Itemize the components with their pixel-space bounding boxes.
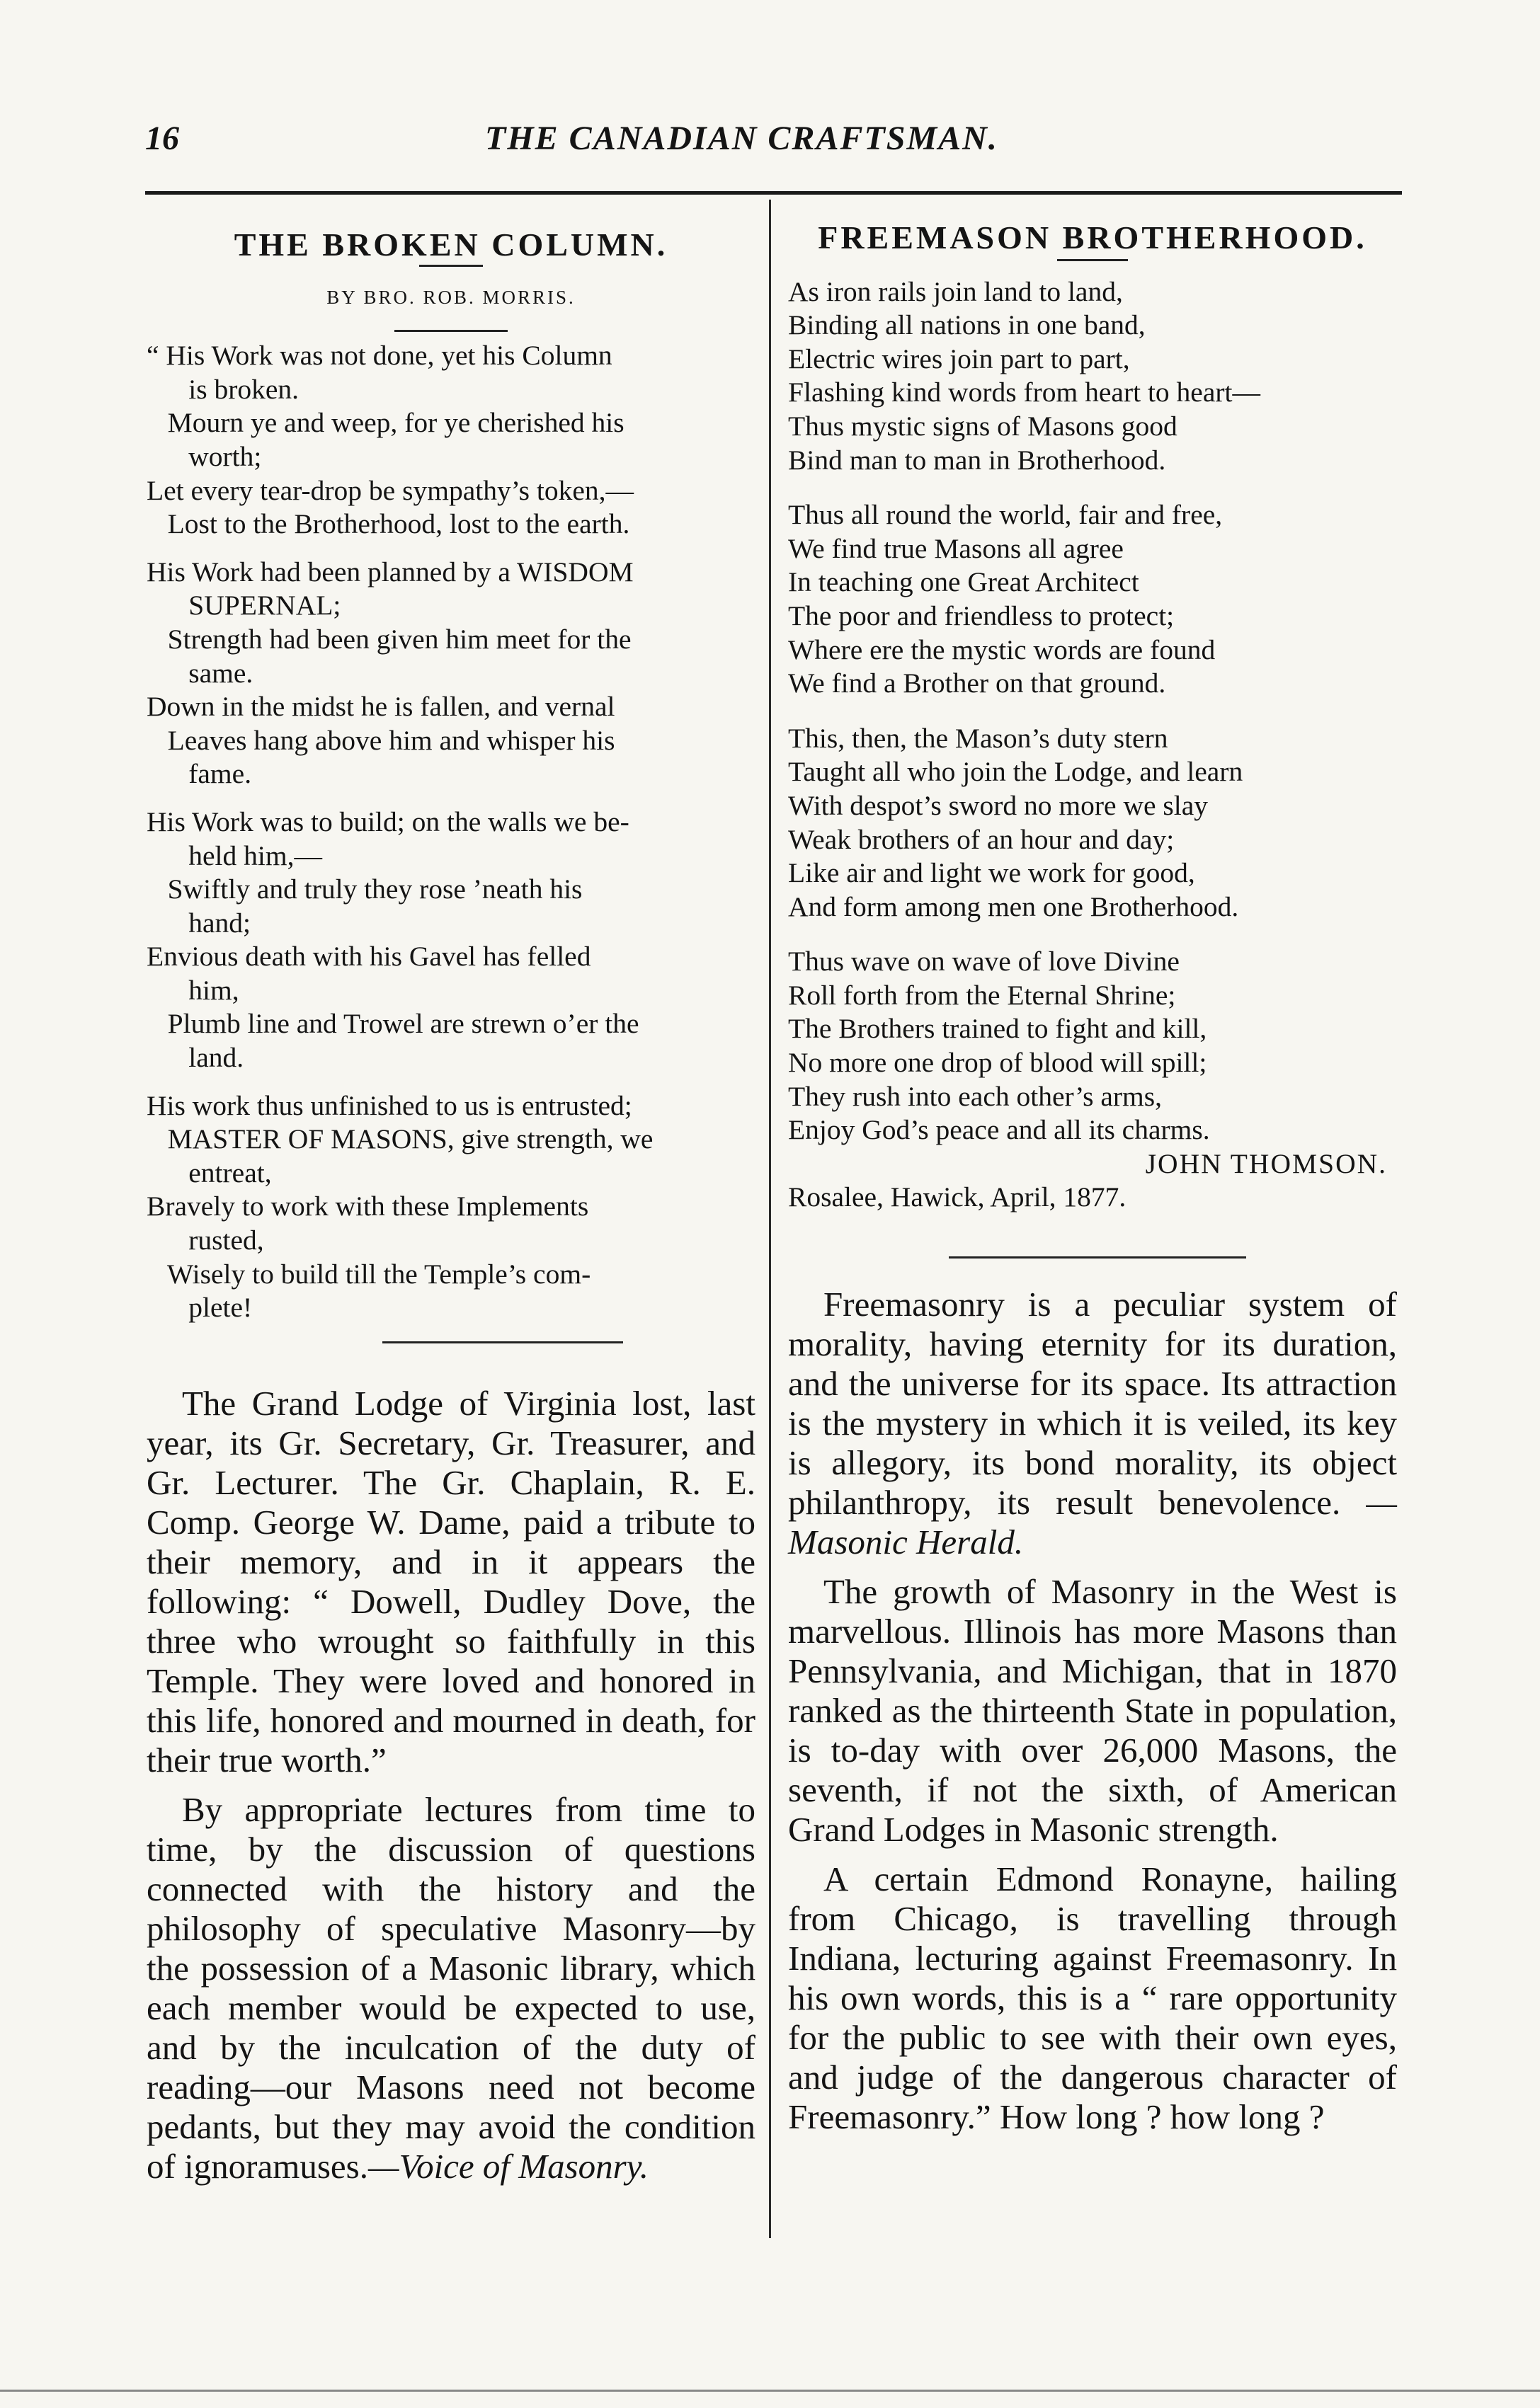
poem-line: They rush into each other’s arms, [788, 1080, 1162, 1112]
poem-signature: JOHN THOMSON. [1145, 1147, 1387, 1179]
right-column [788, 221, 1397, 1215]
poem-line: land. [147, 1042, 244, 1074]
poem-line: We find true Masons all agree [788, 532, 1124, 564]
poem-stanza-2 [147, 556, 755, 791]
poem-line: Bravely to work with these Implements [147, 1191, 589, 1222]
grand-lodge-paragraph: The Grand Lodge of Virginia lost, last year, its Gr. Secretary, Gr. Treasurer, and Gr. Lecturer. The Gr. Chaplain, R. E. Comp. George W. Dame, paid a tribute to their memory, and in it appears the following: “ Dowell, Dudley Dove, the three who wrought so faithfully in this Temple. They were loved and honored in this life, honored and mourned in death, for their true worth.” [147, 1384, 755, 1779]
poem-line: No more one drop of blood will spill; [788, 1047, 1207, 1079]
poem-line: Thus mystic signs of Masons good [788, 410, 1177, 442]
poem-line: same. [147, 657, 253, 689]
poem-line: SUPERNAL; [147, 590, 341, 621]
poem-stanza-3 [788, 722, 1397, 924]
poem-line: Roll forth from the Eternal Shrine; [788, 979, 1176, 1011]
poem-title-broken-column: THE BROKEN COLUMN. [234, 227, 668, 263]
column-divider [769, 200, 771, 2238]
poem-line: Down in the midst he is fallen, and vernal [147, 691, 615, 723]
freemasonry-definition-paragraph [788, 1285, 1397, 1562]
poem-line: hand; [147, 907, 251, 939]
poem-place-date: Rosalee, Hawick, April, 1877. [788, 1181, 1127, 1213]
poem-line: Binding all nations in one band, [788, 309, 1146, 341]
poem-line: His work thus unfinished to us is entrusted; [147, 1089, 632, 1121]
poem-stanza-4 [788, 945, 1397, 1147]
definition-text: Freemasonry is a peculiar system of morality, having eternity for its duration, and the universe for its space. Its attraction is the mystery in which it is veiled, its key is allegory, its bond morality, its object philanthropy, its result benevolence. [788, 1285, 1397, 1522]
section-separator [382, 1341, 623, 1343]
poem-line: held him,— [147, 839, 322, 871]
poem-line: Wisely to build till the Temple’s com- [147, 1258, 591, 1290]
header-rule [145, 191, 1402, 195]
poem-line: Like air and light we work for good, [788, 857, 1195, 889]
poem-line: As iron rails join land to land, [788, 275, 1123, 307]
poem-line: Bind man to man in Brotherhood. [788, 444, 1166, 476]
poem-line: Flashing kind words from heart to heart— [788, 377, 1260, 408]
poem-line: This, then, the Mason’s duty stern [788, 722, 1168, 754]
poem-line: is broken. [147, 373, 300, 405]
poem-line: Swiftly and truly they rose ’neath his [147, 873, 583, 905]
poem-line: Where ere the mystic words are found [788, 633, 1216, 665]
section-separator [949, 1256, 1246, 1259]
lectures-text: By appropriate lectures from time to time, by the discussion of questions connected with the history and the philosophy of speculative Masonry—by the possession of a Masonic library, which each member would be expected to use, and by the inculcation of the duty of reading—our Masons need not become pedants, but they may avoid the condition of ignoramuses. [147, 1790, 755, 2186]
poem-line: Plumb line and Trowel are strewn o’er the [147, 1008, 639, 1040]
poem-line: The poor and friendless to protect; [788, 600, 1175, 631]
poem-line: His Work was to build; on the walls we be- [147, 805, 629, 837]
poem-line: Thus all round the world, fair and free, [788, 499, 1223, 531]
poem-line: fame. [147, 758, 252, 790]
poem-line: entreat, [147, 1157, 272, 1188]
poem-line: His Work had been planned by a WISDOM [147, 556, 634, 587]
lectures-paragraph [147, 1790, 755, 2186]
poem-line: Taught all who join the Lodge, and learn [788, 756, 1243, 788]
poem-line: We find a Brother on that ground. [788, 667, 1166, 699]
poem-line: The Brothers trained to fight and kill, [788, 1013, 1207, 1045]
poem-line: “ His Work was not done, yet his Column [147, 340, 612, 372]
poem-line: Envious death with his Gavel has felled [147, 941, 591, 973]
poem-line: Strength had been given him meet for the [147, 623, 632, 655]
left-prose [147, 1384, 755, 2186]
poem-stanza-4 [147, 1089, 755, 1325]
poem-line: Mourn ye and weep, for ye cherished his [147, 407, 624, 439]
masonic-herald-source: —Masonic Herald. [788, 1483, 1397, 1561]
poem-line: In teaching one Great Architect [788, 566, 1139, 598]
poem-line: him, [147, 974, 239, 1006]
right-prose [788, 1285, 1397, 2137]
poem-stanza-1 [147, 339, 755, 541]
byline-rule [394, 330, 508, 332]
page-number: 16 [145, 120, 179, 157]
poem-line: Leaves hang above him and whisper his [147, 724, 615, 756]
poem-line: plete! [147, 1292, 253, 1324]
poem-line: And form among men one Brotherhood. [788, 890, 1239, 922]
title-rule [1057, 259, 1128, 261]
poem-line: rusted, [147, 1225, 264, 1256]
bottom-edge-rule [0, 2390, 1540, 2392]
page-header [145, 119, 1402, 183]
poem-line: Lost to the Brotherhood, lost to the earth. [147, 508, 630, 540]
poem-line: Weak brothers of an hour and day; [788, 823, 1175, 855]
poem-line: Electric wires join part to part, [788, 343, 1130, 374]
title-rule [419, 265, 483, 267]
ronayne-paragraph: A certain Edmond Ronayne, hailing from Chicago, is travelling through Indiana, lecturing against Freemasonry. In his own words, this is a “ rare opportunity for the public to see with their own eyes, and judge of the dangerous character of Freemasonry.” How long ? how long ? [788, 1859, 1397, 2136]
growth-paragraph: The growth of Masonry in the West is marvellous. Illinois has more Masons than Pennsylvania, and Michigan, that in 1870 ranked as the thirteenth State in population, is to-day with over 26,000 Masons, the seventh, if not the sixth, of American Grand Lodges in Masonic strength. [788, 1572, 1397, 1849]
poem-line: worth; [147, 440, 262, 472]
poem-byline: BY BRO. ROB. MORRIS. [326, 286, 576, 308]
poem-stanza-1 [788, 275, 1397, 478]
poem-stanza-3 [147, 805, 755, 1075]
poem-line: With despot’s sword no more we slay [788, 789, 1209, 821]
poem-line: MASTER OF MASONS, give strength, we [147, 1123, 654, 1155]
poem-line: Enjoy God’s peace and all its charms. [788, 1114, 1210, 1146]
left-column [147, 228, 755, 1325]
poem-line: Thus wave on wave of love Divine [788, 946, 1180, 977]
voice-of-masonry-source: —Voice of Masonry. [368, 2147, 649, 2186]
poem-line: Let every tear-drop be sympathy’s token,— [147, 474, 634, 506]
poem-stanza-2 [788, 498, 1397, 701]
poem-title-freemason-brotherhood: FREEMASON BROTHERHOOD. [818, 219, 1367, 256]
running-title: THE CANADIAN CRAFTSMAN. [485, 120, 998, 157]
